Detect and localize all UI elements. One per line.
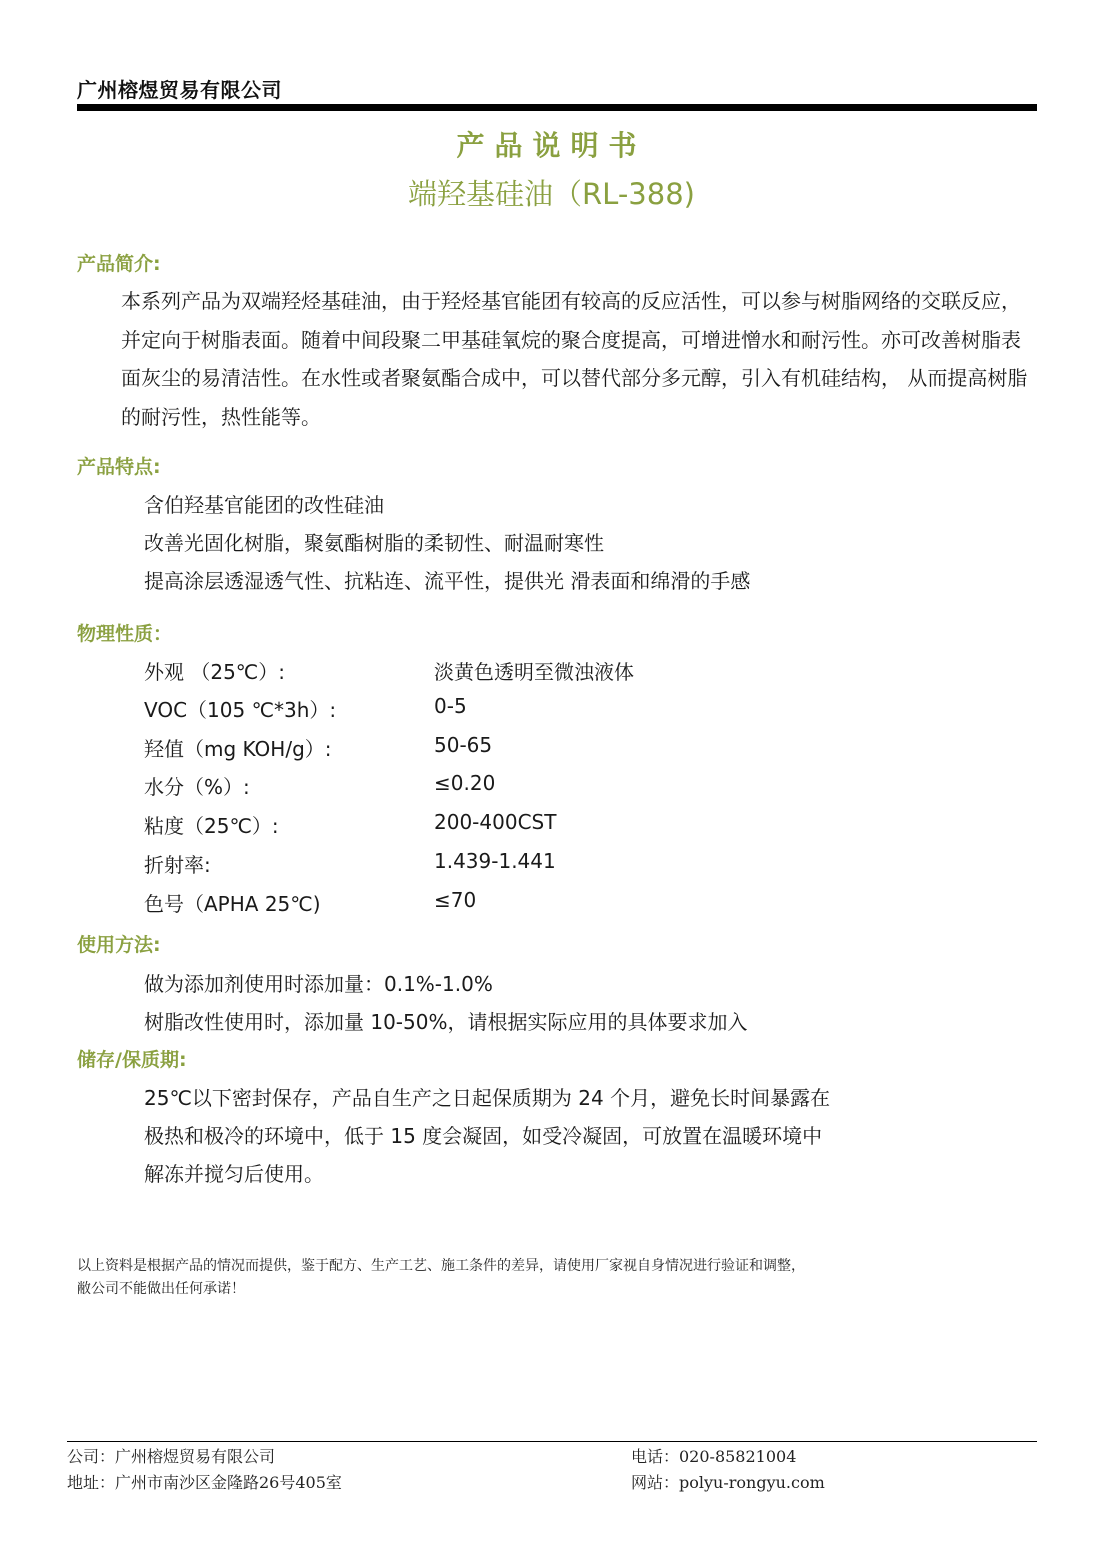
usage-item: 树脂改性使用时，添加量 10-50%，请根据实际应用的具体要求加入	[144, 1010, 748, 1034]
property-label: VOC（105 ℃*3h）:	[144, 698, 337, 722]
property-value: 0-5	[434, 694, 467, 718]
property-label: 粘度（25℃）:	[144, 814, 279, 838]
footer-address: 地址：广州市南沙区金隆路26号405室	[67, 1473, 342, 1492]
feature-item: 改善光固化树脂，聚氨酯树脂的柔韧性、耐温耐寒性	[144, 531, 604, 555]
disclaimer	[77, 1255, 977, 1301]
usage-item: 做为添加剂使用时添加量：0.1%-1.0%	[144, 972, 493, 996]
property-value: 1.439-1.441	[434, 849, 556, 873]
property-label: 外观 （25℃）:	[144, 660, 286, 684]
footer-website[interactable]: 网站：polyu-rongyu.com	[631, 1473, 825, 1492]
feature-item: 含伯羟基官能团的改性硅油	[144, 493, 384, 517]
property-label: 羟值（mg KOH/g）:	[144, 737, 332, 761]
company-header: 广州榕煜贸易有限公司	[77, 78, 282, 102]
intro-heading: 产品简介:	[77, 253, 161, 275]
property-label: 折射率:	[144, 853, 211, 877]
property-value: 淡黄色透明至微浊液体	[434, 660, 634, 684]
feature-item: 提高涂层透湿透气性、抗粘连、流平性，提供光 滑表面和绵滑的手感	[144, 569, 751, 593]
property-value: 200-400CST	[434, 810, 557, 834]
header-rule	[77, 104, 1037, 111]
features-heading: 产品特点:	[77, 456, 161, 478]
intro-text: 本系列产品为双端羟烃基硅油，由于羟烃基官能团有较高的反应活性，可以参与树脂网络的交联反应，并定向于树脂表面。随着中间段聚二甲基硅氧烷的聚合度提高，可增进憎水和耐污性。亦可改善树脂表面灰尘的易清洁性。在水性或者聚氨酯合成中，可以替代部分多元醇，引入有机硅结构， 从而提高树脂的耐污性，热性能等。	[121, 289, 1028, 429]
property-value: ≤70	[434, 888, 477, 912]
document-title: 产品说明书	[456, 129, 647, 162]
footer-phone: 电话：020-85821004	[631, 1447, 797, 1466]
disclaimer-line: 以上资料是根据产品的情况而提供，鉴于配方、生产工艺、施工条件的差异，请使用厂家视自身情况进行验证和调整，	[77, 1258, 805, 1274]
property-value: ≤0.20	[434, 771, 496, 795]
properties-heading: 物理性质：	[77, 623, 173, 645]
product-name: 端羟基硅油（RL-388)	[408, 177, 695, 211]
storage-heading: 储存/保质期:	[77, 1049, 187, 1071]
storage-line: 极热和极冷的环境中，低于 15 度会凝固，如受冷凝固，可放置在温暖环境中	[144, 1124, 823, 1148]
footer-company: 公司：广州榕煜贸易有限公司	[67, 1447, 276, 1466]
property-label: 水分（%）:	[144, 775, 250, 799]
storage-line: 解冻并搅匀后使用。	[144, 1162, 324, 1186]
usage-heading: 使用方法:	[77, 934, 161, 956]
property-label: 色号（APHA 25℃)	[144, 892, 321, 916]
footer-rule	[67, 1441, 1037, 1442]
disclaimer-line: 敝公司不能做出任何承诺！	[77, 1281, 245, 1297]
storage-line: 25℃以下密封保存，产品自生产之日起保质期为 24 个月，避免长时间暴露在	[144, 1086, 831, 1110]
property-value: 50-65	[434, 733, 493, 757]
